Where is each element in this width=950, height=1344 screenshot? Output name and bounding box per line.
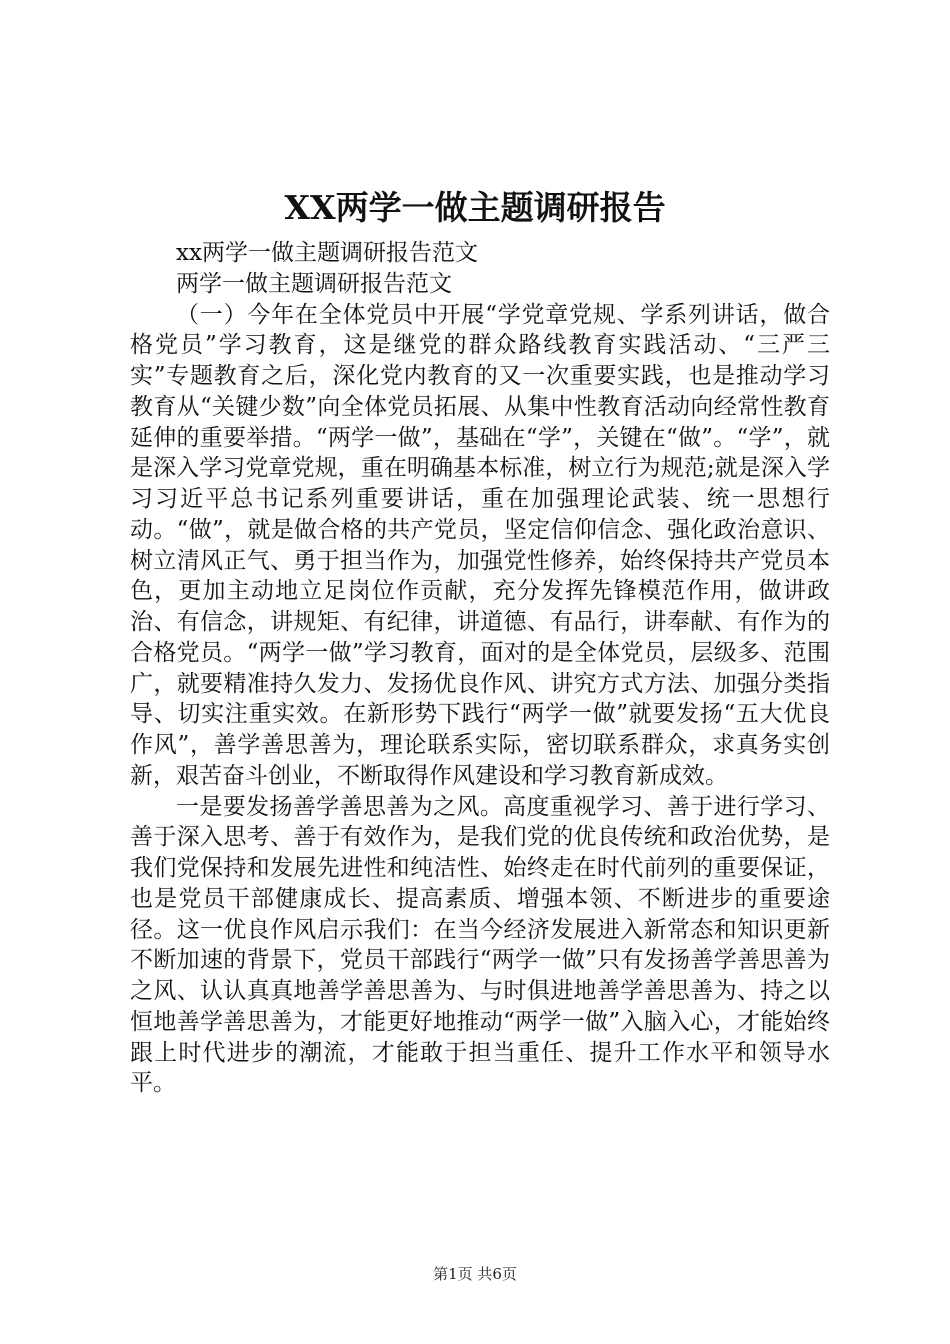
document-body <box>130 238 830 1099</box>
document-title: XX两学一做主题调研报告 <box>284 188 666 227</box>
body-paragraph: （一）今年在全体党员中开展“学党章党规、学系列讲话，做合格党员”学习教育，这是继党的群众路线教育实践活动、“三严三实”专题教育之后，深化党内教育的又一次重要实践，也是推动学习教育从“关键少数”向全体党员拓展、从集中性教育活动向经常性教育延伸的重要举措。“两学一做”，基础在“学”，关键在“做”。“学”，就是深入学习党章党规，重在明确基本标准，树立行为规范;就是深入学习习近平总书记系列重要讲话，重在加强理论武装、统一思想行动。“做”，就是做合格的共产党员，坚定信仰信念、强化政治意识、树立清风正气、勇于担当作为，加强党性修养，始终保持共产党员本色，更加主动地立足岗位作贡献，充分发挥先锋模范作用，做讲政治、有信念，讲规矩、有纪律，讲道德、有品行，讲奉献、有作为的合格党员。“两学一做”学习教育，面对的是全体党员，层级多、范围广，就要精准持久发力、发扬优良作风、讲究方式方法、加强分类指导、切实注重实效。在新形势下践行“两学一做”就要发扬“五大优良作风”，善学善思善为，理论联系实际，密切联系群众，求真务实创新，艰苦奋斗创业，不断取得作风建设和学习教育新成效。 <box>130 301 830 789</box>
subtitle-line: 两学一做主题调研报告范文 <box>176 270 452 297</box>
subtitle-line: xx两学一做主题调研报告范文 <box>176 240 478 266</box>
body-paragraph: 一是要发扬善学善思善为之风。高度重视学习、善于进行学习、善于深入思考、善于有效作为，是我们党的优良传统和政治优势，是我们党保持和发展先进性和纯洁性、始终走在时代前列的重要保证，也是党员干部健康成长、提高素质、增强本领、不断进步的重要途径。这一优良作风启示我们：在当今经济发展进入新常态和知识更新不断加速的背景下，党员干部践行“两学一做”只有发扬善学善思善为之风、认认真真地善学善思善为、与时俱进地善学善思善为、持之以恒地善学善思善为，才能更好地推动“两学一做”入脑入心，才能始终跟上时代进步的潮流，才能敢于担当重任、提升工作水平和领导水平。 <box>130 793 830 1097</box>
page-footer: 第1页 共6页 <box>433 1265 517 1283</box>
